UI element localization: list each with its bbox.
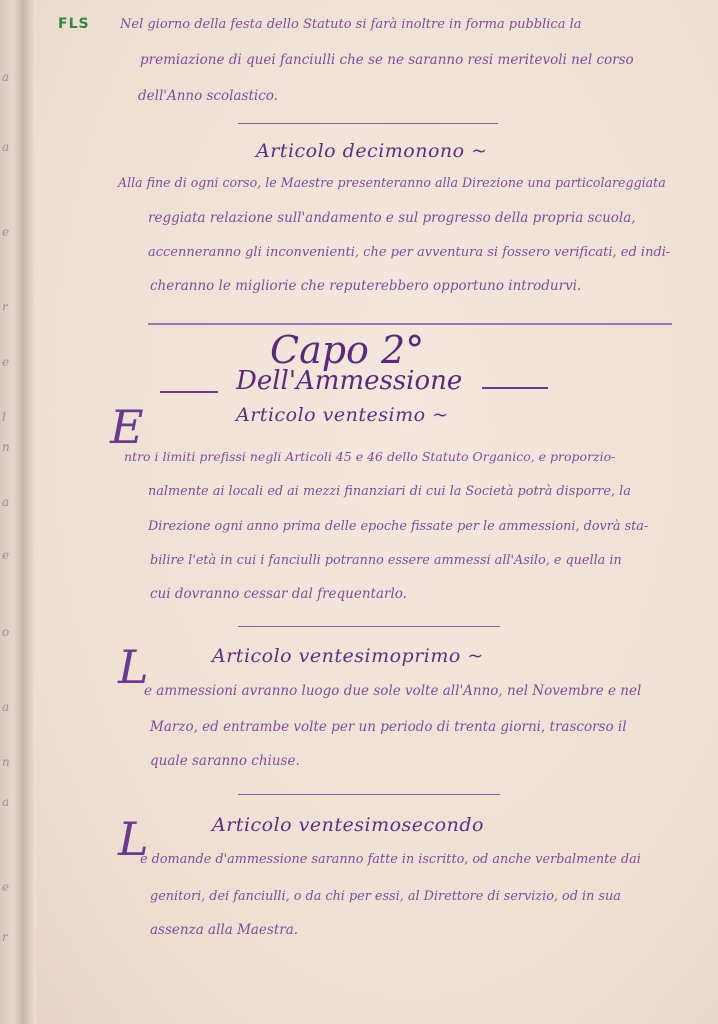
article-20-line-4: bilire l'età in cui i fanciulli potranno essere ammessi all'Asilo, e quella in bbox=[150, 553, 622, 568]
article-19-line-4: cheranno le migliorie che reputerebbero opportuno introdurvi. bbox=[150, 278, 582, 294]
article-19-line-3: accenneranno gli inconvenienti, che per avventura si fossero verificati, ed indi- bbox=[148, 245, 671, 260]
gutter-mark: o bbox=[2, 625, 10, 639]
subtitle-dash-right bbox=[482, 387, 548, 389]
section-divider bbox=[238, 794, 500, 795]
article-22-line-1: e domande d'ammessione saranno fatte in iscritto, od anche verbalmente dai bbox=[140, 852, 641, 867]
gutter-mark: a bbox=[2, 495, 10, 509]
article-20-title: Articolo ventesimo ~ bbox=[236, 404, 449, 426]
gutter-mark: e bbox=[2, 880, 10, 894]
archive-stamp: FLS bbox=[58, 16, 90, 32]
article-21-title: Articolo ventesimoprimo ~ bbox=[212, 645, 484, 667]
article-19-title: Articolo decimonono ~ bbox=[256, 140, 488, 162]
gutter-mark: a bbox=[2, 140, 10, 154]
gutter-mark: a bbox=[2, 795, 10, 809]
gutter-mark: n bbox=[2, 755, 10, 769]
article-21-line-3: quale saranno chiuse. bbox=[150, 753, 300, 769]
article-22-line-3: assenza alla Maestra. bbox=[150, 922, 299, 938]
gutter-mark: e bbox=[2, 225, 10, 239]
book-gutter bbox=[0, 0, 22, 1024]
article-22-initial: L bbox=[118, 812, 149, 866]
section-divider bbox=[238, 626, 500, 627]
gutter-mark: n bbox=[2, 440, 10, 454]
chapter-subtitle: Dell'Ammessione bbox=[236, 366, 463, 396]
article-20-line-3: Direzione ogni anno prima delle epoche fissate per le ammessioni, dovrà sta- bbox=[148, 519, 649, 534]
gutter-mark: e bbox=[2, 355, 10, 369]
article-21-line-2: Marzo, ed entrambe volte per un periodo di trenta giorni, trascorso il bbox=[150, 719, 627, 735]
article-19-line-2: reggiata relazione sull'andamento e sul progresso della propria scuola, bbox=[148, 210, 636, 226]
gutter-shadow bbox=[22, 0, 36, 1024]
article-22-line-2: genitori, dei fanciulli, o da chi per essi, al Direttore di servizio, od in sua bbox=[150, 889, 621, 904]
article-21-initial: L bbox=[118, 640, 149, 694]
gutter-mark: a bbox=[2, 70, 10, 84]
gutter-mark: r bbox=[2, 930, 8, 944]
gutter-mark: e bbox=[2, 548, 10, 562]
article-20-line-1: ntro i limiti prefissi negli Articoli 45 e 46 dello Statuto Organico, e proporzio- bbox=[124, 449, 616, 464]
chapter-divider bbox=[148, 323, 672, 325]
gutter-mark: a bbox=[2, 700, 10, 714]
intro-line-1: Nel giorno della festa dello Statuto si farà inoltre in forma pubblica la bbox=[120, 17, 582, 32]
subtitle-dash-left bbox=[160, 391, 218, 393]
gutter-mark: l bbox=[2, 410, 6, 424]
article-21-line-1: e ammessioni avranno luogo due sole volte all'Anno, nel Novembre e nel bbox=[144, 683, 642, 699]
section-divider bbox=[238, 123, 498, 124]
intro-line-3: dell'Anno scolastico. bbox=[138, 88, 278, 104]
article-20-line-5: cui dovranno cessar dal frequentarlo. bbox=[150, 586, 407, 602]
article-20-initial: E bbox=[110, 400, 144, 454]
intro-line-2: premiazione di quei fanciulli che se ne saranno resi meritevoli nel corso bbox=[140, 52, 634, 68]
article-20-line-2: nalmente ai locali ed ai mezzi finanziari di cui la Società potrà disporre, la bbox=[148, 484, 631, 499]
article-22-title: Articolo ventesimosecondo bbox=[212, 814, 484, 836]
gutter-mark: r bbox=[2, 300, 8, 314]
chapter-title: Capo 2° bbox=[270, 328, 425, 372]
article-19-line-1: Alla fine di ogni corso, le Maestre presenteranno alla Direzione una particolareggiata bbox=[118, 175, 666, 190]
